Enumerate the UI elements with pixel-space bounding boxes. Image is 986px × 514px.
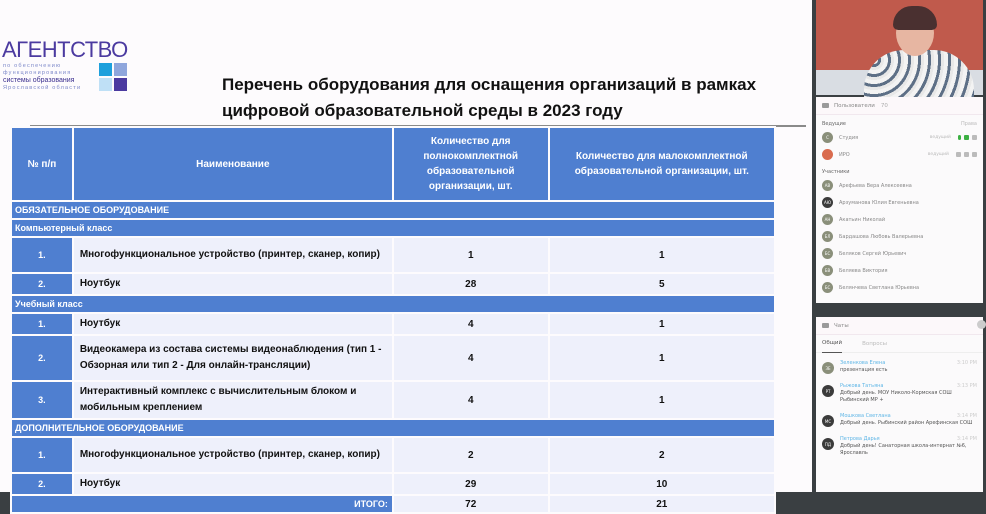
header-name: Наименование	[73, 127, 393, 201]
row-small-qty: 2	[549, 437, 775, 473]
users-panel	[816, 97, 983, 303]
participant-name: Беляков Сергей Юрьевич	[839, 250, 907, 257]
message-author: Петрова Дарья	[840, 436, 880, 442]
equipment-table	[10, 126, 776, 514]
participant-name: Арефьева Вера Алексеевна	[839, 182, 912, 189]
users-panel-header[interactable]	[816, 97, 983, 115]
speaker-figure	[893, 6, 937, 30]
avatar: РТ	[822, 385, 834, 397]
section-row	[11, 201, 775, 219]
users-count: 70	[880, 102, 888, 109]
avatar: БС	[822, 248, 833, 259]
avatar: БС	[822, 282, 833, 293]
header-small-qty: Количество для малокомплектной образовательной организации, шт.	[549, 127, 775, 201]
total-label: ИТОГО:	[11, 495, 393, 513]
slide-title-line-2: цифровой образовательной среды в 2023 году	[222, 101, 623, 120]
row-name: Многофункциональное устройство (принтер, сканер, копир)	[73, 437, 393, 473]
users-icon	[822, 103, 829, 108]
participant-name: Белянчева Светлана Юрьевна	[839, 284, 920, 291]
message-author: Зеленкова Елена	[840, 360, 886, 366]
row-full-qty: 4	[393, 335, 549, 381]
total-full-qty: 72	[393, 495, 549, 513]
row-number: 2.	[11, 335, 73, 381]
participant-name: Бардашова Любовь Валерьевна	[839, 233, 924, 240]
row-full-qty: 2	[393, 437, 549, 473]
header-number: № п/п	[11, 127, 73, 201]
avatar: БВ	[822, 265, 833, 276]
table-row	[11, 437, 775, 473]
host-role: ведущий	[927, 152, 949, 157]
participant-name: Акатьин Николай	[839, 216, 886, 223]
row-name: Многофункциональное устройство (принтер, сканер, копир)	[73, 237, 393, 273]
message-text: презентация есть	[840, 367, 888, 373]
avatar: С	[822, 132, 833, 143]
message-time: 3:14 PM	[956, 413, 977, 419]
hosts-section-label	[816, 115, 983, 129]
table-header-row	[11, 127, 775, 201]
microphone-on-icon[interactable]	[958, 135, 961, 140]
agency-logo	[2, 38, 142, 102]
host-role: ведущий	[929, 135, 951, 140]
row-number: 2.	[11, 273, 73, 295]
avatar: АН	[822, 214, 833, 225]
logo-square-icon	[99, 63, 112, 76]
rights-link[interactable]: Права	[960, 121, 977, 127]
subsection-study-class: Учебный класс	[11, 295, 775, 313]
camera-on-icon[interactable]	[964, 135, 969, 140]
message-time: 3:13 PM	[956, 383, 977, 389]
screen-share-icon[interactable]	[972, 152, 977, 157]
participants-label: Участники	[822, 169, 850, 175]
row-name: Ноутбук	[73, 473, 393, 495]
header-full-qty: Количество для полнокомплектной образовательной организации, шт.	[393, 127, 549, 201]
row-number: 1.	[11, 437, 73, 473]
row-full-qty: 1	[393, 237, 549, 273]
chat-message	[816, 429, 983, 459]
total-small-qty: 21	[549, 495, 775, 513]
participant-item[interactable]	[816, 262, 983, 279]
chat-icon	[822, 323, 829, 328]
slide-title-line-1: Перечень оборудования для оснащения организаций в рамках	[222, 75, 757, 94]
chat-message	[816, 376, 983, 406]
row-full-qty: 29	[393, 473, 549, 495]
section-mandatory: ОБЯЗАТЕЛЬНОЕ ОБОРУДОВАНИЕ	[11, 201, 775, 219]
row-name: Ноутбук	[73, 313, 393, 335]
avatar: МС	[822, 415, 834, 427]
row-number: 1.	[11, 313, 73, 335]
avatar: АВ	[822, 180, 833, 191]
chat-title: Чаты	[834, 322, 849, 329]
row-full-qty: 4	[393, 381, 549, 419]
participant-item[interactable]	[816, 194, 983, 211]
table-row	[11, 473, 775, 495]
speaker-video[interactable]	[816, 0, 983, 95]
chat-panel-header[interactable]	[816, 317, 983, 335]
message-text: Добрый день. Рыбинский район Арефинская СОШ	[840, 420, 973, 426]
tab-general[interactable]: Общий	[822, 335, 842, 353]
logo-square-icon	[114, 78, 127, 91]
speaker-figure	[864, 50, 974, 100]
conference-sidebar	[812, 0, 983, 492]
avatar: БЛ	[822, 231, 833, 242]
table-row	[11, 335, 775, 381]
message-text: Добрый день! Санаторная школа-интернат №6, Ярославль	[840, 443, 967, 456]
slide-title	[222, 72, 812, 124]
logo-line-1: по обеспечению	[3, 63, 62, 69]
table-row	[11, 273, 775, 295]
logo-line-4: Ярославской области	[3, 85, 82, 91]
participant-item[interactable]	[816, 245, 983, 262]
hosts-label: Ведущие	[822, 121, 846, 127]
host-item[interactable]	[816, 146, 983, 163]
row-small-qty: 1	[549, 335, 775, 381]
row-full-qty: 28	[393, 273, 549, 295]
row-small-qty: 10	[549, 473, 775, 495]
message-time: 3:14 PM	[956, 436, 977, 442]
chat-message	[816, 406, 983, 429]
subsection-row	[11, 295, 775, 313]
chat-message	[816, 353, 983, 376]
logo-square-icon	[99, 78, 112, 91]
row-small-qty: 5	[549, 273, 775, 295]
participants-list	[816, 177, 983, 296]
host-item[interactable]	[816, 129, 983, 146]
message-time: 3:10 PM	[956, 360, 977, 366]
host-name: ИРО	[839, 151, 850, 158]
participant-name: Арзуманова Юлия Евгеньевна	[839, 199, 919, 206]
participant-item[interactable]	[816, 279, 983, 296]
message-author: Рыжова Татьяна	[840, 383, 884, 389]
table-row	[11, 313, 775, 335]
logo-square-icon	[114, 63, 127, 76]
subsection-row	[11, 219, 775, 237]
gear-icon[interactable]	[977, 320, 986, 329]
tab-questions[interactable]: Вопросы	[862, 340, 888, 347]
chat-tabs	[816, 335, 983, 353]
chat-panel	[816, 317, 983, 492]
microphone-off-icon[interactable]	[956, 152, 961, 157]
row-small-qty: 1	[549, 313, 775, 335]
row-small-qty: 1	[549, 237, 775, 273]
section-additional: ДОПОЛНИТЕЛЬНОЕ ОБОРУДОВАНИЕ	[11, 419, 775, 437]
logo-line-2: функционирования	[3, 70, 72, 76]
avatar: АЮ	[822, 197, 833, 208]
logo-line-3: системы образования	[3, 77, 75, 84]
total-row	[11, 495, 775, 513]
row-number: 1.	[11, 237, 73, 273]
avatar	[822, 149, 833, 160]
participant-item[interactable]	[816, 211, 983, 228]
participant-item[interactable]	[816, 177, 983, 194]
participants-section-label	[816, 163, 983, 177]
screen-share-icon[interactable]	[972, 135, 977, 140]
row-small-qty: 1	[549, 381, 775, 419]
message-text: Добрый день. МОУ Николо-Кормская СОШ Рыбинский МР +	[840, 390, 952, 403]
message-author: Мошкова Светлана	[840, 413, 891, 419]
row-name: Интерактивный комплекс с вычислительным блоком и мобильным креплением	[73, 381, 393, 419]
avatar: ЗЕ	[822, 362, 834, 374]
row-full-qty: 4	[393, 313, 549, 335]
avatar: ПД	[822, 438, 834, 450]
subsection-computer-class: Компьютерный класс	[11, 219, 775, 237]
section-row	[11, 419, 775, 437]
users-title: Пользователи	[834, 102, 875, 109]
camera-off-icon[interactable]	[964, 152, 969, 157]
participant-name: Беляева Виктория	[839, 267, 888, 274]
table-row	[11, 237, 775, 273]
participant-item[interactable]	[816, 228, 983, 245]
row-number: 3.	[11, 381, 73, 419]
row-name: Ноутбук	[73, 273, 393, 295]
logo-title: АГЕНТСТВО	[2, 37, 128, 62]
row-number: 2.	[11, 473, 73, 495]
host-name: Студия	[839, 134, 859, 141]
table-row	[11, 381, 775, 419]
row-name: Видеокамера из состава системы видеонаблюдения (тип 1 - Обзорная или тип 2 - Для онлайн-трансляции)	[73, 335, 393, 381]
